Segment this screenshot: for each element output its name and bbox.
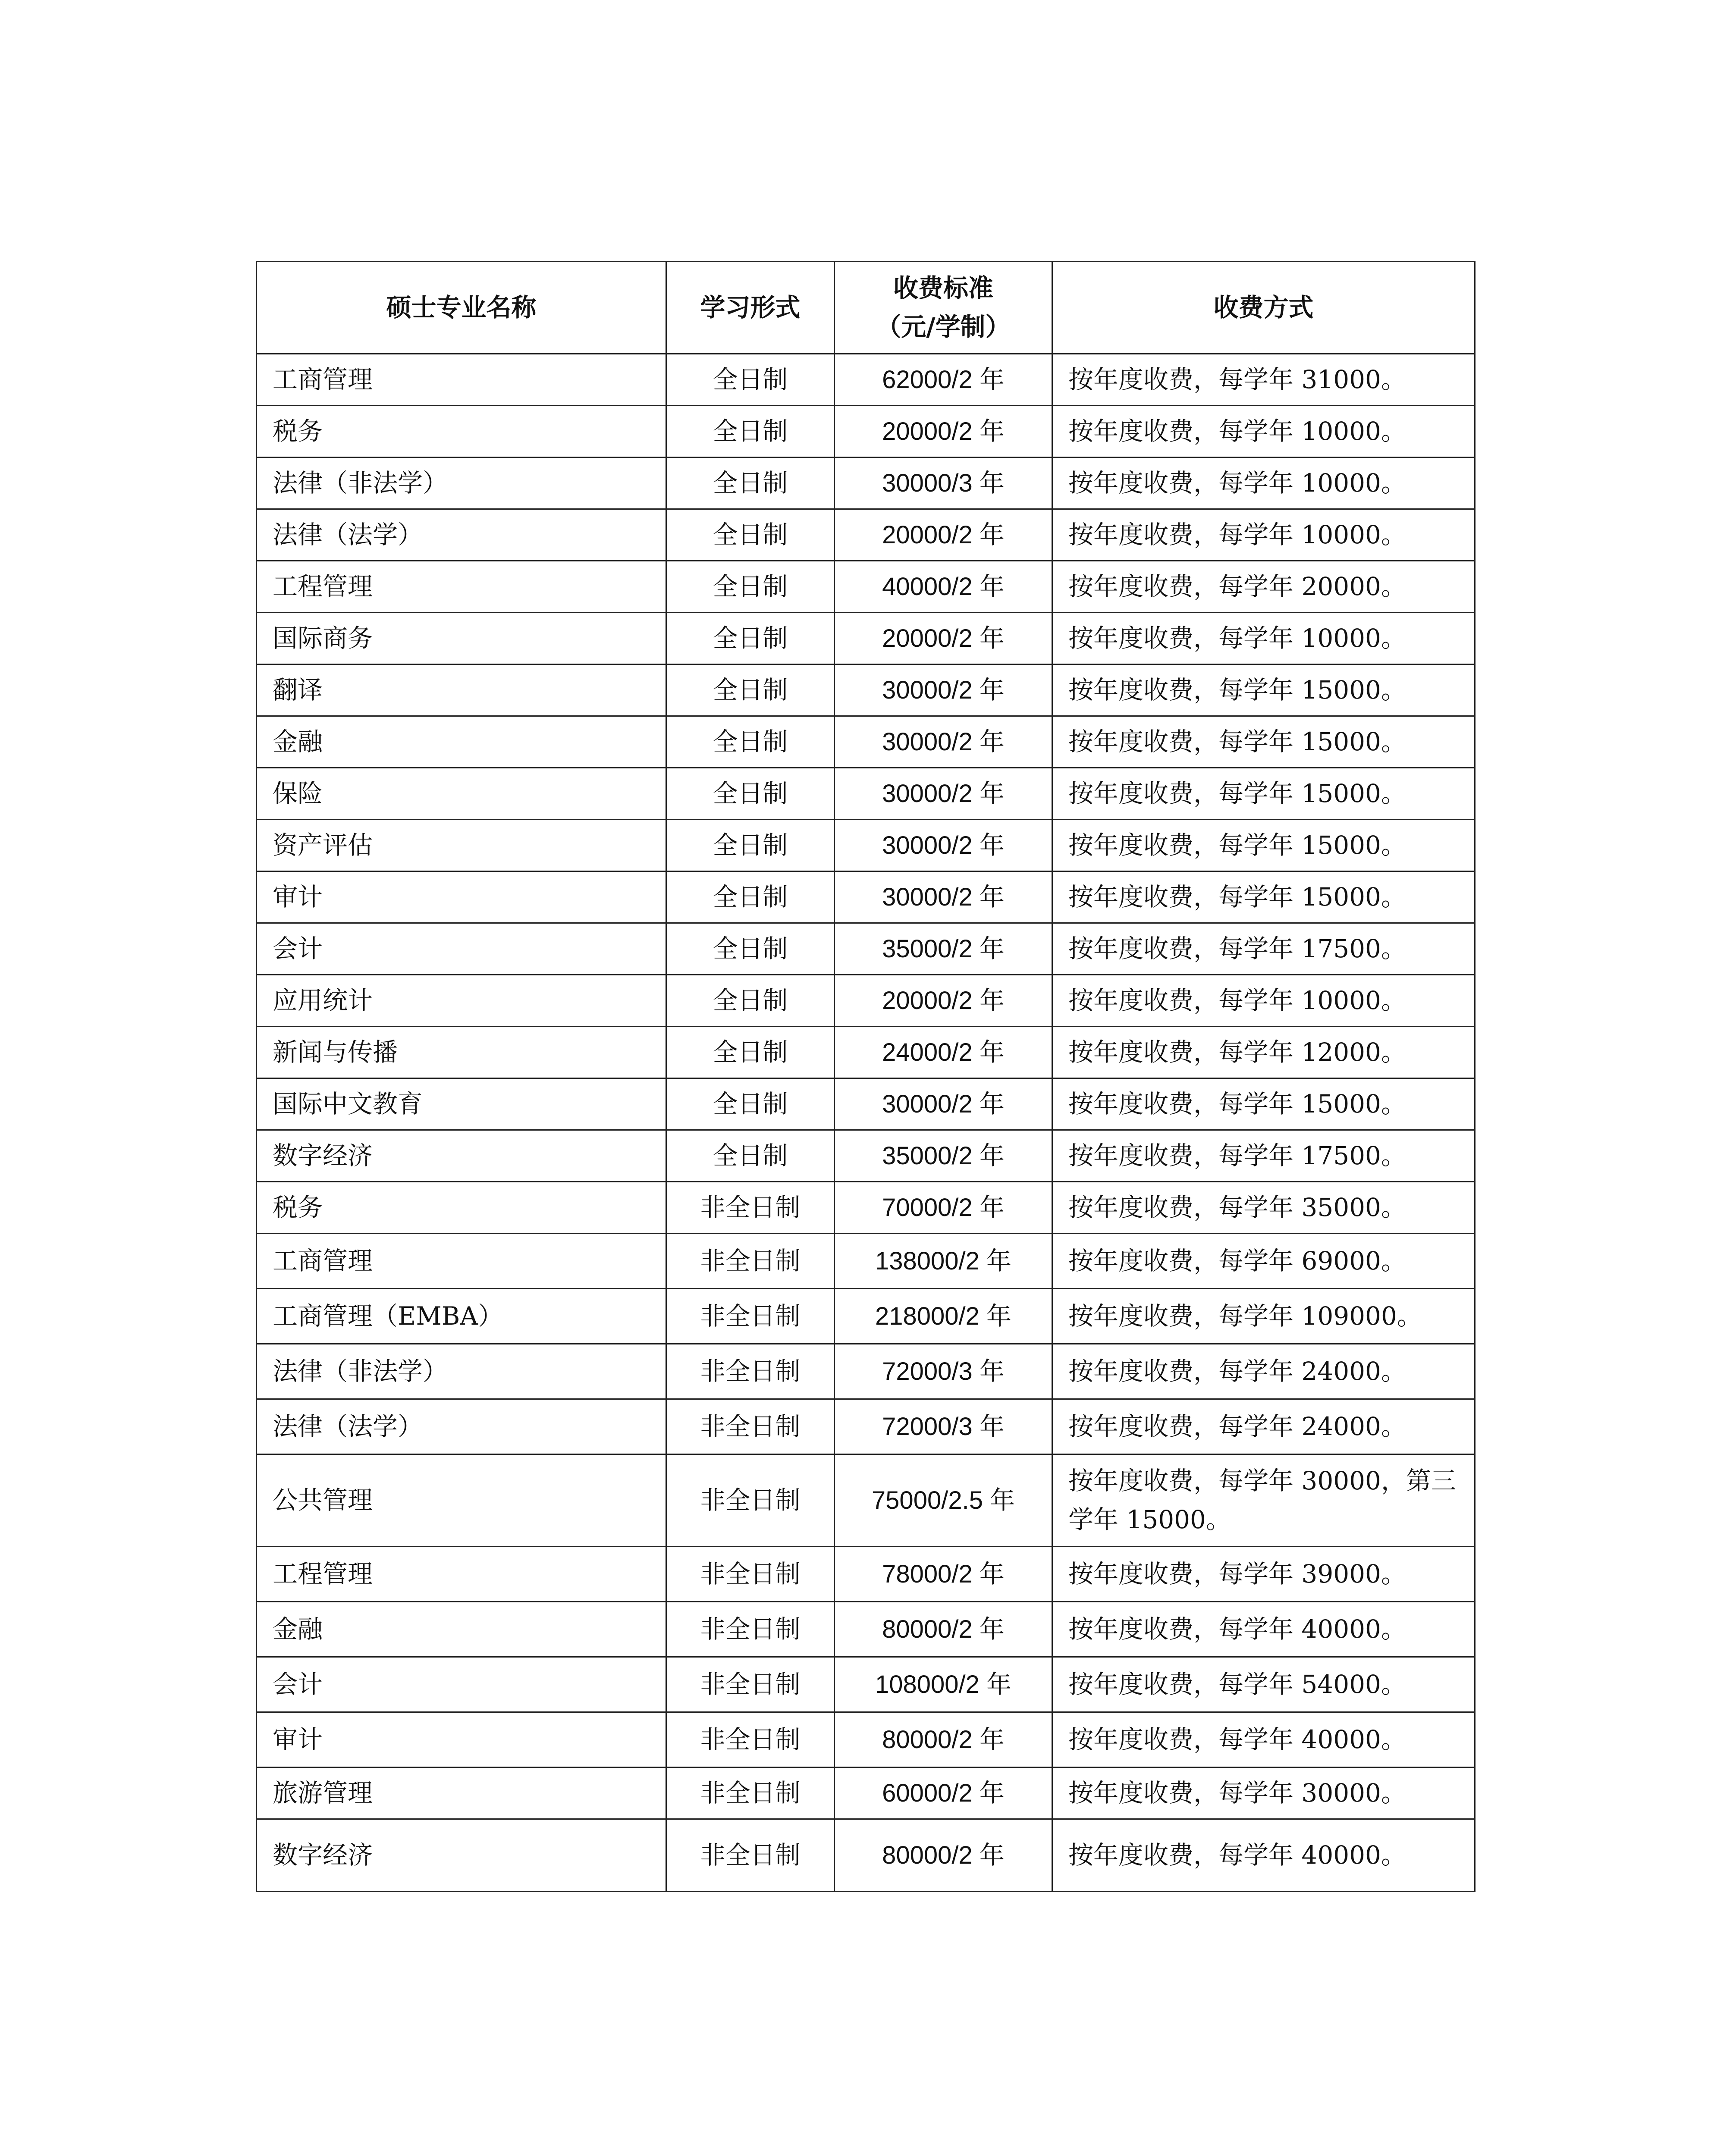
cell-payment-method: 按年度收费，每学年 10000。 [1052, 406, 1475, 458]
cell-fee-standard: 218000/2 年 [835, 1289, 1052, 1344]
cell-fee-standard: 72000/3 年 [835, 1344, 1052, 1399]
cell-fee-standard: 20000/2 年 [835, 613, 1052, 664]
cell-major-name: 数字经济 [257, 1130, 666, 1182]
header-fee-standard-line2: （元/学制） [876, 312, 1011, 342]
cell-payment-method: 按年度收费，每学年 10000。 [1052, 613, 1475, 664]
cell-major-name: 金融 [257, 716, 666, 768]
cell-payment-method: 按年度收费，每学年 10000。 [1052, 509, 1475, 561]
cell-payment-method: 按年度收费，每学年 15000。 [1052, 871, 1475, 923]
table-row [257, 975, 1475, 1027]
cell-payment-method: 按年度收费，每学年 40000。 [1052, 1819, 1475, 1892]
cell-study-mode: 全日制 [666, 1078, 835, 1130]
cell-major-name: 数字经济 [257, 1819, 666, 1892]
cell-fee-standard: 20000/2 年 [835, 509, 1052, 561]
cell-fee-standard: 20000/2 年 [835, 975, 1052, 1027]
cell-fee-standard: 80000/2 年 [835, 1819, 1052, 1892]
cell-fee-standard: 30000/2 年 [835, 768, 1052, 820]
cell-major-name: 税务 [257, 1182, 666, 1234]
table-row [257, 613, 1475, 664]
cell-study-mode: 非全日制 [666, 1602, 835, 1657]
table-row [257, 1602, 1475, 1657]
cell-major-name: 国际中文教育 [257, 1078, 666, 1130]
cell-payment-method: 按年度收费，每学年 17500。 [1052, 1130, 1475, 1182]
cell-payment-method: 按年度收费，每学年 30000，第三学年 15000。 [1052, 1454, 1475, 1547]
cell-fee-standard: 60000/2 年 [835, 1767, 1052, 1819]
cell-payment-method: 按年度收费，每学年 40000。 [1052, 1602, 1475, 1657]
cell-payment-method: 按年度收费，每学年 24000。 [1052, 1399, 1475, 1454]
cell-payment-method: 按年度收费，每学年 39000。 [1052, 1547, 1475, 1602]
header-payment-method: 收费方式 [1052, 262, 1475, 354]
cell-fee-standard: 30000/2 年 [835, 871, 1052, 923]
cell-study-mode: 非全日制 [666, 1182, 835, 1234]
cell-study-mode: 非全日制 [666, 1547, 835, 1602]
cell-study-mode: 非全日制 [666, 1399, 835, 1454]
cell-fee-standard: 80000/2 年 [835, 1712, 1052, 1767]
cell-payment-method: 按年度收费，每学年 10000。 [1052, 975, 1475, 1027]
table-row [257, 1657, 1475, 1712]
cell-payment-method: 按年度收费，每学年 15000。 [1052, 820, 1475, 871]
cell-study-mode: 全日制 [666, 820, 835, 871]
table-row [257, 871, 1475, 923]
cell-major-name: 保险 [257, 768, 666, 820]
cell-fee-standard: 108000/2 年 [835, 1657, 1052, 1712]
cell-study-mode: 非全日制 [666, 1657, 835, 1712]
cell-study-mode: 全日制 [666, 613, 835, 664]
table-row [257, 1344, 1475, 1399]
cell-payment-method: 按年度收费，每学年 15000。 [1052, 664, 1475, 716]
cell-major-name: 新闻与传播 [257, 1027, 666, 1078]
table-row [257, 1547, 1475, 1602]
cell-payment-method: 按年度收费，每学年 40000。 [1052, 1712, 1475, 1767]
cell-fee-standard: 30000/2 年 [835, 1078, 1052, 1130]
cell-fee-standard: 138000/2 年 [835, 1234, 1052, 1289]
cell-major-name: 工程管理 [257, 1547, 666, 1602]
table-row [257, 768, 1475, 820]
cell-payment-method: 按年度收费，每学年 20000。 [1052, 561, 1475, 613]
table-row [257, 1234, 1475, 1289]
cell-study-mode: 非全日制 [666, 1344, 835, 1399]
table-row [257, 1182, 1475, 1234]
table-row [257, 716, 1475, 768]
table-header-row [257, 262, 1475, 354]
cell-study-mode: 全日制 [666, 664, 835, 716]
cell-fee-standard: 30000/2 年 [835, 716, 1052, 768]
cell-study-mode: 全日制 [666, 716, 835, 768]
fee-table-body [257, 354, 1475, 1892]
cell-payment-method: 按年度收费，每学年 31000。 [1052, 354, 1475, 406]
cell-fee-standard: 62000/2 年 [835, 354, 1052, 406]
cell-major-name: 公共管理 [257, 1454, 666, 1547]
cell-fee-standard: 30000/2 年 [835, 664, 1052, 716]
cell-major-name: 法律（法学） [257, 509, 666, 561]
cell-payment-method: 按年度收费，每学年 15000。 [1052, 716, 1475, 768]
cell-fee-standard: 24000/2 年 [835, 1027, 1052, 1078]
table-row [257, 664, 1475, 716]
table-row [257, 1027, 1475, 1078]
cell-major-name: 工商管理 [257, 354, 666, 406]
cell-study-mode: 全日制 [666, 458, 835, 509]
header-major-name: 硕士专业名称 [257, 262, 666, 354]
table-row [257, 406, 1475, 458]
cell-major-name: 应用统计 [257, 975, 666, 1027]
cell-payment-method: 按年度收费，每学年 15000。 [1052, 1078, 1475, 1130]
cell-study-mode: 非全日制 [666, 1289, 835, 1344]
table-row [257, 1712, 1475, 1767]
cell-study-mode: 全日制 [666, 354, 835, 406]
cell-major-name: 审计 [257, 1712, 666, 1767]
cell-fee-standard: 80000/2 年 [835, 1602, 1052, 1657]
cell-major-name: 会计 [257, 1657, 666, 1712]
cell-major-name: 审计 [257, 871, 666, 923]
header-study-mode: 学习形式 [666, 262, 835, 354]
cell-payment-method: 按年度收费，每学年 12000。 [1052, 1027, 1475, 1078]
table-row [257, 1454, 1475, 1547]
cell-payment-method: 按年度收费，每学年 30000。 [1052, 1767, 1475, 1819]
cell-payment-method: 按年度收费，每学年 35000。 [1052, 1182, 1475, 1234]
table-row [257, 354, 1475, 406]
table-row [257, 923, 1475, 975]
cell-study-mode: 全日制 [666, 975, 835, 1027]
cell-fee-standard: 35000/2 年 [835, 1130, 1052, 1182]
header-fee-standard [835, 262, 1052, 354]
cell-payment-method: 按年度收费，每学年 17500。 [1052, 923, 1475, 975]
table-row [257, 1289, 1475, 1344]
cell-fee-standard: 30000/2 年 [835, 820, 1052, 871]
cell-study-mode: 全日制 [666, 871, 835, 923]
cell-major-name: 金融 [257, 1602, 666, 1657]
cell-payment-method: 按年度收费，每学年 69000。 [1052, 1234, 1475, 1289]
cell-payment-method: 按年度收费，每学年 54000。 [1052, 1657, 1475, 1712]
cell-major-name: 翻译 [257, 664, 666, 716]
cell-major-name: 工程管理 [257, 561, 666, 613]
table-row [257, 1399, 1475, 1454]
cell-major-name: 法律（非法学） [257, 458, 666, 509]
cell-study-mode: 非全日制 [666, 1712, 835, 1767]
cell-payment-method: 按年度收费，每学年 109000。 [1052, 1289, 1475, 1344]
cell-study-mode: 全日制 [666, 561, 835, 613]
cell-study-mode: 非全日制 [666, 1819, 835, 1892]
cell-major-name: 国际商务 [257, 613, 666, 664]
cell-study-mode: 非全日制 [666, 1454, 835, 1547]
table-row [257, 509, 1475, 561]
cell-fee-standard: 70000/2 年 [835, 1182, 1052, 1234]
cell-major-name: 工商管理 [257, 1234, 666, 1289]
cell-fee-standard: 40000/2 年 [835, 561, 1052, 613]
cell-major-name: 资产评估 [257, 820, 666, 871]
fee-table [256, 261, 1476, 1892]
cell-major-name: 旅游管理 [257, 1767, 666, 1819]
cell-fee-standard: 78000/2 年 [835, 1547, 1052, 1602]
cell-major-name: 法律（非法学） [257, 1344, 666, 1399]
table-row [257, 820, 1475, 871]
cell-study-mode: 全日制 [666, 1027, 835, 1078]
table-row [257, 561, 1475, 613]
table-row [257, 458, 1475, 509]
cell-payment-method: 按年度收费，每学年 10000。 [1052, 458, 1475, 509]
cell-major-name: 税务 [257, 406, 666, 458]
cell-study-mode: 全日制 [666, 509, 835, 561]
header-fee-standard-line1: 收费标准 [893, 273, 993, 303]
table-row [257, 1078, 1475, 1130]
cell-major-name: 法律（法学） [257, 1399, 666, 1454]
cell-major-name: 会计 [257, 923, 666, 975]
cell-fee-standard: 75000/2.5 年 [835, 1454, 1052, 1547]
table-row [257, 1819, 1475, 1892]
table-row [257, 1767, 1475, 1819]
cell-fee-standard: 20000/2 年 [835, 406, 1052, 458]
cell-study-mode: 全日制 [666, 1130, 835, 1182]
cell-study-mode: 全日制 [666, 406, 835, 458]
cell-study-mode: 全日制 [666, 923, 835, 975]
cell-fee-standard: 35000/2 年 [835, 923, 1052, 975]
cell-payment-method: 按年度收费，每学年 15000。 [1052, 768, 1475, 820]
cell-study-mode: 非全日制 [666, 1234, 835, 1289]
table-row [257, 1130, 1475, 1182]
cell-fee-standard: 30000/3 年 [835, 458, 1052, 509]
cell-fee-standard: 72000/3 年 [835, 1399, 1052, 1454]
cell-study-mode: 全日制 [666, 768, 835, 820]
cell-major-name: 工商管理（EMBA） [257, 1289, 666, 1344]
cell-payment-method: 按年度收费，每学年 24000。 [1052, 1344, 1475, 1399]
cell-study-mode: 非全日制 [666, 1767, 835, 1819]
